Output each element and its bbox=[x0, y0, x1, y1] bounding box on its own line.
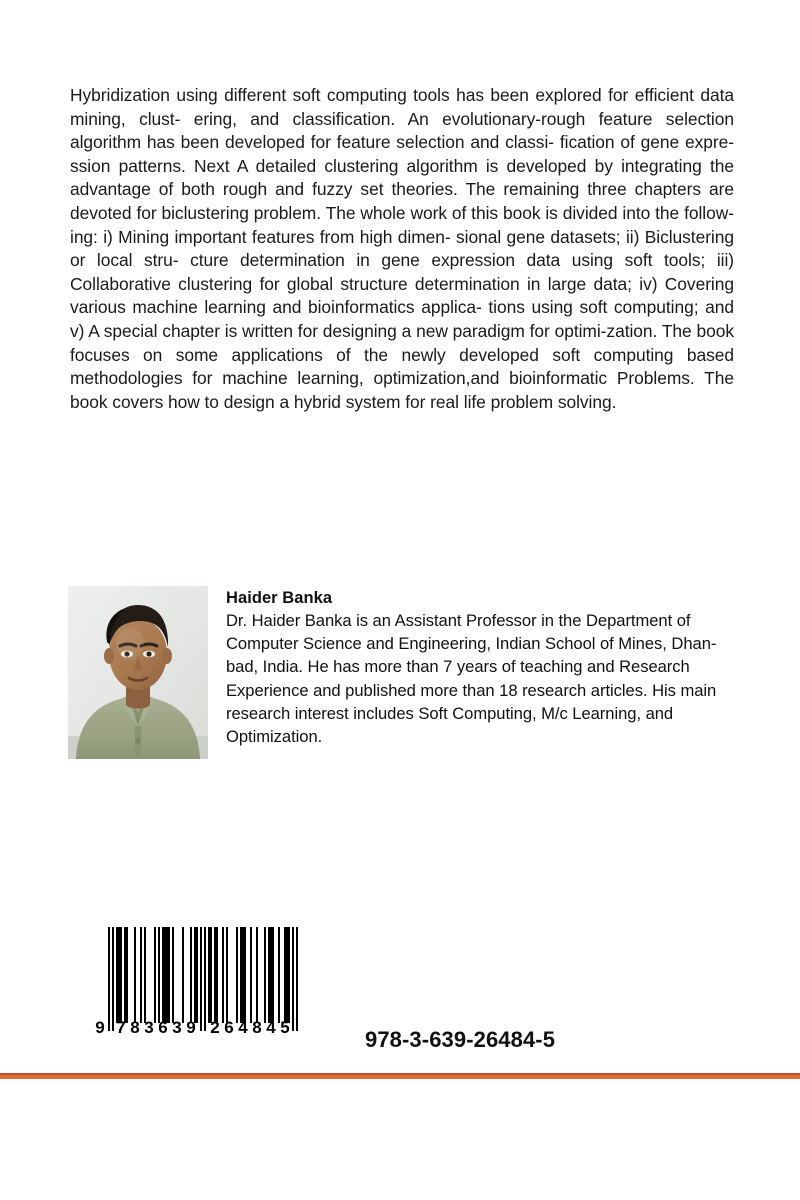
ean13-barcode bbox=[94, 925, 320, 1057]
author-name: Haider Banka bbox=[226, 589, 333, 607]
svg-text:9: 9 bbox=[95, 1018, 105, 1037]
isbn-number: 978-3-639-26484-5 bbox=[365, 1027, 556, 1052]
svg-text:6: 6 bbox=[224, 1018, 234, 1037]
svg-text:3: 3 bbox=[144, 1018, 154, 1037]
svg-text:3: 3 bbox=[172, 1018, 182, 1037]
svg-text:8: 8 bbox=[130, 1018, 140, 1037]
svg-text:5: 5 bbox=[280, 1018, 290, 1037]
svg-text:7: 7 bbox=[116, 1018, 126, 1037]
svg-text:4: 4 bbox=[266, 1018, 276, 1037]
author-portrait-photo bbox=[68, 586, 208, 759]
svg-text:2: 2 bbox=[210, 1018, 220, 1037]
book-description-paragraph: Hybridization using different soft computing tools has been explored for efficient data mining, clust- ering, and classification. An evolutionary-rough feature selection algorithm has been developed for feature selection and classi- fication of gene expre- ssion patterns. Next A detailed clustering algorithm is developed by integrating the advantage of both rough and fuzzy set theories. The remaining three chapters are devoted for biclustering problem. The whole work of this book is divided into the follow- ing: i) Mining important features from high dimen- sional gene datasets; ii) Biclustering or local stru- cture determination in gene expression data using soft tools; iii) Collaborative clustering for global structure determination in large data; iv) Covering various machine learning and bioinformatics applica- tions using soft computing; and v) A special chapter is written for designing a new paradigm for optimi-zation. The book focuses on some applications of the newly developed soft computing based methodologies for machine learning, optimization,and bioinformatic Problems. The book covers how to design a hybrid system for real life problem solving. bbox=[70, 85, 739, 412]
author-biography: Dr. Haider Banka is an Assistant Professor in the Department of Computer Science and Engineering, Indian School of Mines, Dhan- bad, India. He has more than 7 years of teaching and Research Experience and published more than 18 research articles. His main research interest includes Soft Computing, M/c Learning, and Optimization. bbox=[226, 611, 721, 747]
author-text-block bbox=[226, 588, 726, 748]
svg-text:8: 8 bbox=[252, 1018, 262, 1037]
svg-text:6: 6 bbox=[158, 1018, 168, 1037]
footer-rule-main bbox=[0, 1075, 800, 1079]
svg-text:4: 4 bbox=[238, 1018, 248, 1037]
svg-text:9: 9 bbox=[186, 1018, 196, 1037]
footer-accent-rule bbox=[0, 1073, 800, 1079]
